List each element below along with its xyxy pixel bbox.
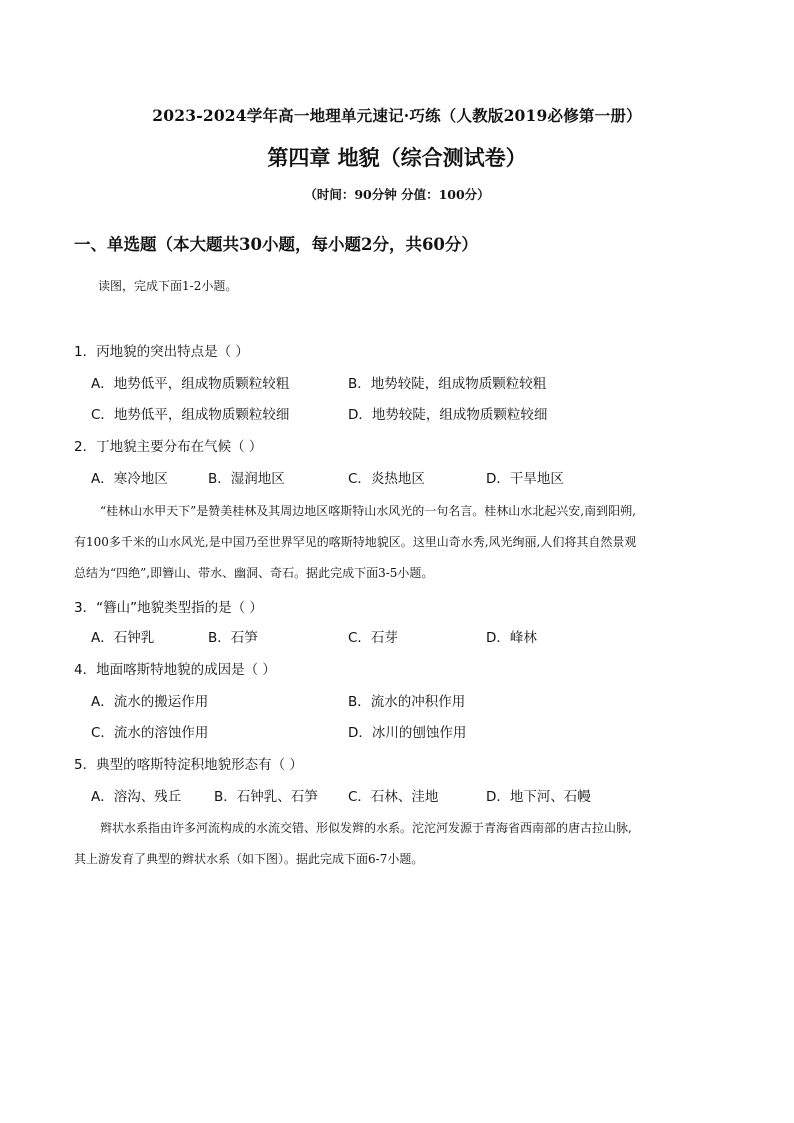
question-2-option-c[interactable]: C．炎热地区 — [348, 471, 425, 487]
question-3-option-b[interactable]: B．石笋 — [208, 630, 258, 646]
question-3-option-c[interactable]: C．石芽 — [348, 630, 398, 646]
question-4-stem: 4．地面喀斯特地貌的成因是（ ） — [74, 662, 276, 678]
question-4-option-b[interactable]: B．流水的冲积作用 — [348, 694, 466, 710]
question-5-option-c[interactable]: C．石林、洼地 — [348, 789, 439, 805]
question-5-option-d[interactable]: D．地下河、石幔 — [486, 789, 591, 805]
question-5-option-a[interactable]: A．溶沟、残丘 — [91, 789, 182, 805]
question-1-stem: 1．丙地貌的突出特点是（ ） — [74, 344, 249, 360]
chapter-title: 第四章 地貌（综合测试卷） — [267, 145, 527, 170]
intro-q1-2: 读图，完成下面1-2小题。 — [98, 279, 238, 293]
series-title: 2023-2024学年高一地理单元速记·巧练（人教版2019必修第一册） — [152, 106, 642, 125]
question-4-option-c[interactable]: C．流水的溶蚀作用 — [91, 725, 209, 741]
guilin-para-line-1: “桂林山水甲天下”是赞美桂林及其周边地区喀斯特山水风光的一句名言。桂林山水北起兴安,南到阳朔, — [100, 504, 636, 518]
question-2-option-a[interactable]: A．寒冷地区 — [91, 471, 168, 487]
guilin-para-line-2: 有100多千米的山水风光,是中国乃至世界罕见的喀斯特地貌区。这里山奇水秀,风光绚丽,人们将其自然景观 — [74, 535, 637, 549]
braided-para-line-2: 其上游发育了典型的辫状水系（如下图）。据此完成下面6-7小题。 — [74, 852, 424, 866]
section-title: 一、单选题（本大题共30小题，每小题2分，共60分） — [74, 235, 478, 254]
question-1-option-b[interactable]: B．地势较陡，组成物质颗粒较粗 — [348, 376, 547, 392]
exam-info: （时间：90分钟 分值：100分） — [304, 187, 490, 202]
question-1-option-c[interactable]: C．地势低平，组成物质颗粒较细 — [91, 407, 290, 423]
braided-para-line-1: 辫状水系指由许多河流构成的水流交错、形似发辫的水系。沱沱河发源于青海省西南部的唐古拉山脉, — [100, 821, 632, 835]
question-3-option-d[interactable]: D．峰林 — [486, 630, 537, 646]
guilin-para-line-3: 总结为“四绝”,即簪山、带水、幽洞、奇石。据此完成下面3-5小题。 — [74, 566, 434, 580]
question-2-stem: 2．丁地貌主要分布在气候（ ） — [74, 439, 263, 455]
question-3-stem: 3．“簪山”地貌类型指的是（ ） — [74, 600, 263, 616]
question-2-option-b[interactable]: B．湿润地区 — [208, 471, 285, 487]
question-4-option-a[interactable]: A．流水的搬运作用 — [91, 694, 209, 710]
question-5-stem: 5．典型的喀斯特淀积地貌形态有（ ） — [74, 757, 303, 773]
question-4-option-d[interactable]: D．冰川的刨蚀作用 — [348, 725, 467, 741]
question-5-option-b[interactable]: B．石钟乳、石笋 — [214, 789, 318, 805]
question-1-option-d[interactable]: D．地势较陡，组成物质颗粒较细 — [348, 407, 548, 423]
question-1-option-a[interactable]: A．地势低平，组成物质颗粒较粗 — [91, 376, 290, 392]
question-3-option-a[interactable]: A．石钟乳 — [91, 630, 155, 646]
question-2-option-d[interactable]: D．干旱地区 — [486, 471, 564, 487]
